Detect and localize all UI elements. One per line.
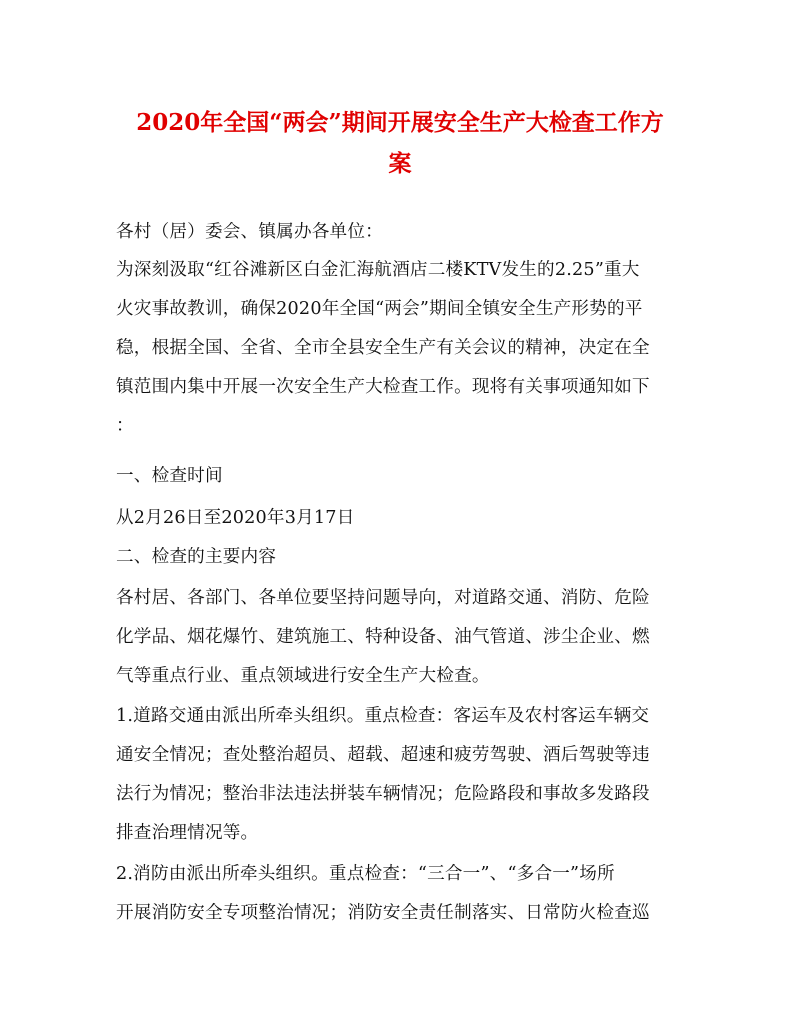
body-line: 火灾事故教训，确保2020年全国“两会”期间全镇安全生产形势的平 — [116, 299, 643, 319]
check-time-value: 从2月26日至2020年3月17日 — [116, 508, 355, 528]
body-line: 排查治理情况等。 — [116, 823, 259, 843]
salutation: 各村（居）委会、镇属办各单位： — [116, 222, 383, 242]
body-line: 镇范围内集中开展一次安全生产大检查工作。现将有关事项通知如下 — [116, 377, 650, 397]
section-heading-check-time: 一、检查时间 — [116, 466, 223, 486]
body-line: 各村居、各部门、各单位要坚持问题导向，对道路交通、消防、危险 — [116, 588, 650, 608]
body-line: 法行为情况；整治非法违法拼装车辆情况；危险路段和事故多发路段 — [116, 784, 650, 804]
document-title-line-1: 2020年全国“两会”期间开展安全生产大检查工作方 — [136, 109, 664, 136]
body-line: 气等重点行业、重点领域进行安全生产大检查。 — [116, 666, 490, 686]
section-heading-main-content: 二、检查的主要内容 — [116, 547, 277, 567]
item-road-traffic: 1.道路交通由派出所牵头组织。重点检查：客运车及农村客运车辆交 — [116, 706, 650, 726]
body-line: ： — [116, 416, 134, 436]
body-line: 开展消防安全专项整治情况；消防安全责任制落实、日常防火检查巡 — [116, 903, 650, 923]
document-title-line-2: 案 — [388, 150, 412, 177]
body-line: 化学品、烟花爆竹、建筑施工、特种设备、油气管道、涉尘企业、燃 — [116, 627, 650, 647]
body-line: 为深刻汲取“红谷滩新区白金汇海航酒店二楼KTV发生的2.25”重大 — [116, 260, 640, 280]
body-line: 稳，根据全国、全省、全市全县安全生产有关会议的精神，决定在全 — [116, 338, 650, 358]
body-line: 通安全情况；查处整治超员、超载、超速和疲劳驾驶、酒后驾驶等违 — [116, 745, 650, 765]
item-fire-safety: 2.消防由派出所牵头组织。重点检查：“三合一”、“多合一”场所 — [116, 864, 615, 884]
